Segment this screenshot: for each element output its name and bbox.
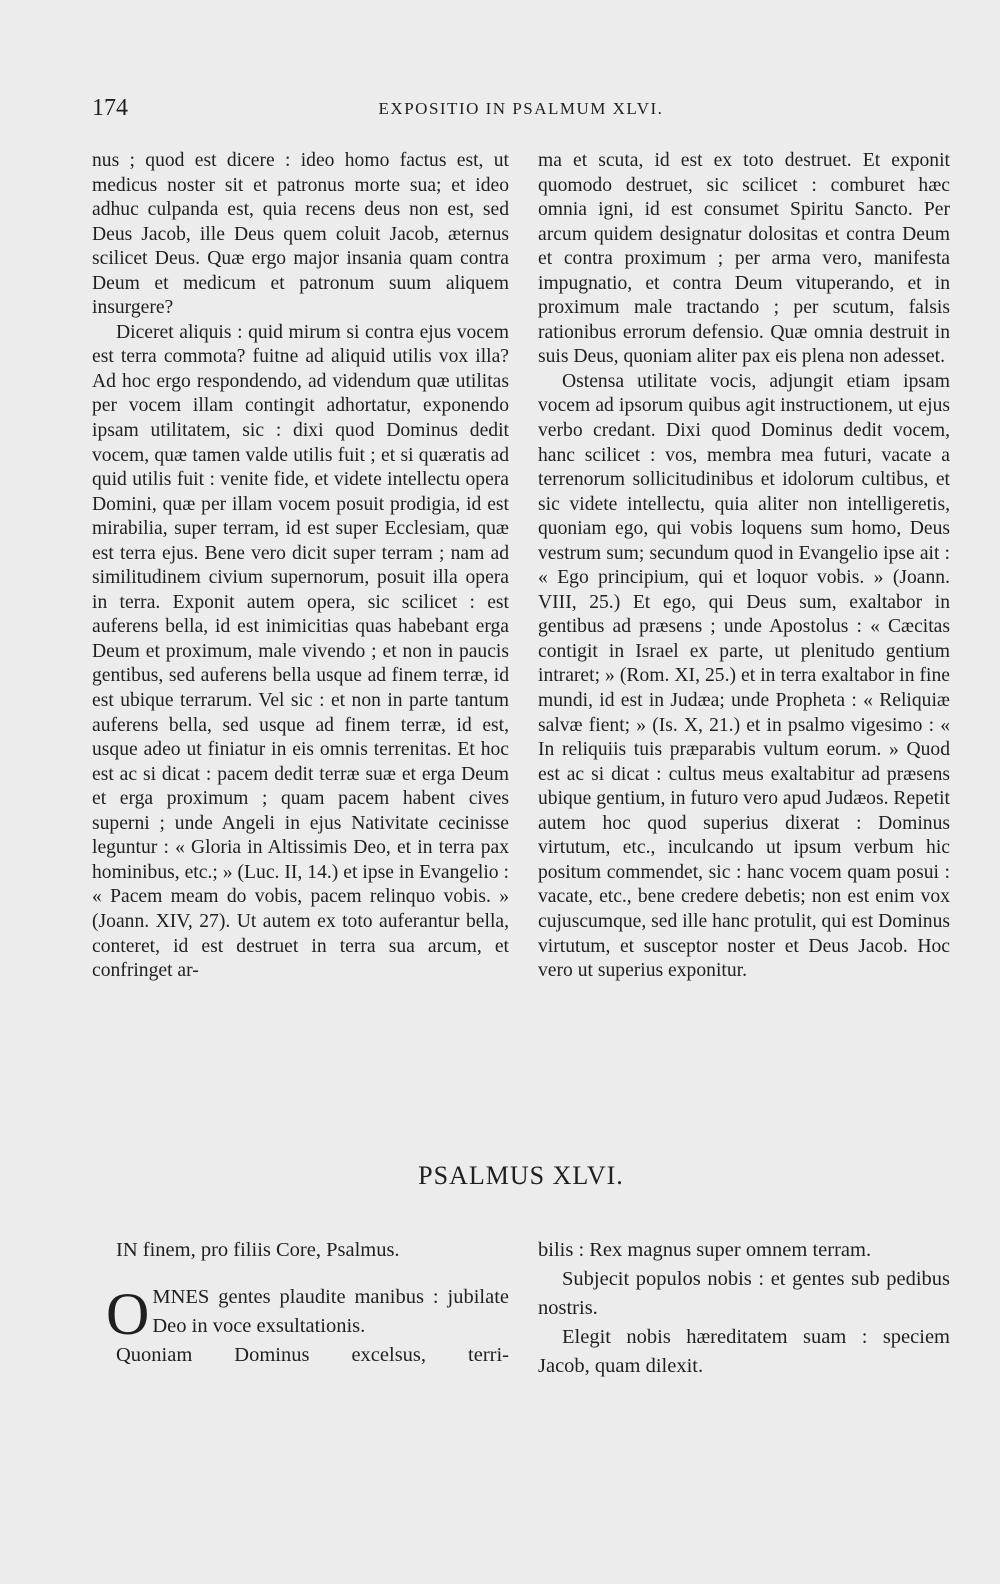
commentary-paragraph: Ostensa utilitate vocis, adjungit etiam ipsam vocem ad ipsorum quibus agit instructionem, ut ejus verbo credant. Dixi quod Dominus dedit vocem, hanc scilicet : vos, membra mea futuri, vacate a terrenorum sollicitudinibus et idolorum cultibus, et sic videte intellectu, quia aliter non intelligeretis, quoniam ego, qui vobis loquens sum homo, Deus vestrum sum; secundum quod in Evangelio ipse ait : « Ego principium, qui et loquor vobis. » (Joann. VIII, 25.) Et ego, qui Deus sum, exaltabor in gentibus ad præsens ; unde Apostolus : « Cæcitas contigit in Israel ex parte, ut plenitudo gentium intraret; » (Rom. XI, 25.) et in terra exaltabor in fine mundi, id est in Judæa; unde Propheta : « Reliquiæ salvæ fient; » (Is. X, 21.) et in psalmo vigesimo : « In reliquiis tuis præparabis vultum eorum. » Quod est ac si dicat : cultus meus exaltabitur ad præsens ubique gentium, in futuro vero apud Judæos. Repetit autem hoc quod superius dixerat : Dominus virtutum, etc., inculcando ut ipsum verbum hic positum commendet, sic : hanc vocem quam posui : vacate, etc., bene credere debetis; non est enim vox cujuscumque, sed ille hanc protulit, qui est Dominus virtutum, et susceptor noster et Deus Jacob. Hoc vero ut superius exponitur. [538, 370, 950, 982]
psalm-verse-1 [106, 1281, 509, 1347]
psalm-title: PSALMUS XLVI. [418, 1161, 624, 1190]
psalm-text-right [538, 1236, 950, 1381]
psalm-text-left [106, 1236, 509, 1370]
page-number: 174 [92, 95, 128, 121]
commentary-right-column [538, 149, 950, 984]
running-head: EXPOSITIO IN PSALMUM XLVI. [378, 99, 664, 118]
commentary-paragraph: ma et scuta, id est ex toto destruet. Et exponit quomodo destruet, sic scilicet : comburet hæc omnia igni, id est consumet Spiritu Sancto. Per arcum quidem designatur dolositas et contra Deum et contra proximum ; per arma vero, manifesta impugnatio, et contra Deum vituperando, et in proximum male tractando ; per scutum, falsis rationibus errorum defensio. Quæ omnia destruit in suis Deus, quoniam aliter pax eis plena non adesset. [538, 150, 950, 368]
commentary-left-column [92, 149, 509, 984]
commentary-paragraph: nus ; quod est dicere : ideo homo factus est, ut medicus noster sit et patronus morte sua; et ideo adhuc culpanda est, quia recens deus non est, sed Deus Jacob, ille Deus quem coluit Jacob, æternus scilicet Deus. Quæ ergo major insania quam contra Deum et medicum et patronum suum aliquem insurgere? [92, 150, 509, 319]
psalm-verse-4: Elegit nobis hæreditatem suam : speciem Jacob, quam dilexit. [538, 1326, 950, 1377]
page-header [92, 95, 950, 125]
commentary-paragraph: Diceret aliquis : quid mirum si contra ejus vocem est terra commota? fuitne ad aliquid utilis vox illa? Ad hoc ergo respondendo, ad videndum quæ utilitas per vocem illam contingit adhortatur, exponendo ipsam utilitatem, sic : dixi quod Dominus dedit vocem, quæ tamen valde utilis fuit ; et si quæratis ad quid utilis fuit : venite fide, et videte intellectu opera Domini, quæ per illam vocem posuit prodigia, id est mirabilia, super terram, id est super Ecclesiam, quæ est terra ejus. Bene vero dicit super terram ; nam ad similitudinem civium supernorum, posuit illa opera in terra. Exponit autem opera, sic scilicet : est auferens bella, id est inimicitias quas habebant erga Deum et proximum, male vivendo ; et non in paucis gentibus, sed auferens bella usque ad finem terræ, id est ubique terrarum. Vel sic : et non in parte tantum auferens bella, sed usque ad finem terræ, id est, usque adeo ut finiatur in eis omnis terrenitas. Et hoc est ac si dicat : pacem dedit terræ suæ et erga Deum et erga proximum ; quam pacem habent cives superni ; unde Angeli in ejus Nativitate cecinisse leguntur : « Gloria in Altissimis Deo, et in terra pax hominibus, etc.; » (Luc. II, 14.) et ipse in Evangelio : « Pacem meam do vobis, pacem relinquo vobis. » (Joann. XIV, 27). Ut autem ex toto auferantur bella, conteret, id est destruet in terra sua arcum, et confringet ar- [92, 321, 509, 982]
drop-cap: O [106, 1281, 150, 1347]
psalm-superscription: IN finem, pro filiis Core, Psalmus. [116, 1239, 400, 1261]
psalm-verse-2-start: Quoniam Dominus excelsus, terri- [116, 1344, 509, 1366]
psalm-verse-1-text: MNES gentes plaudite manibus : jubilate Deo in voce exsultationis. [152, 1286, 509, 1337]
psalm-verse-3: Subjecit populos nobis : et gentes sub pedibus nostris. [538, 1268, 950, 1319]
psalm-verse-2-end: bilis : Rex magnus super omnem terram. [538, 1239, 872, 1261]
